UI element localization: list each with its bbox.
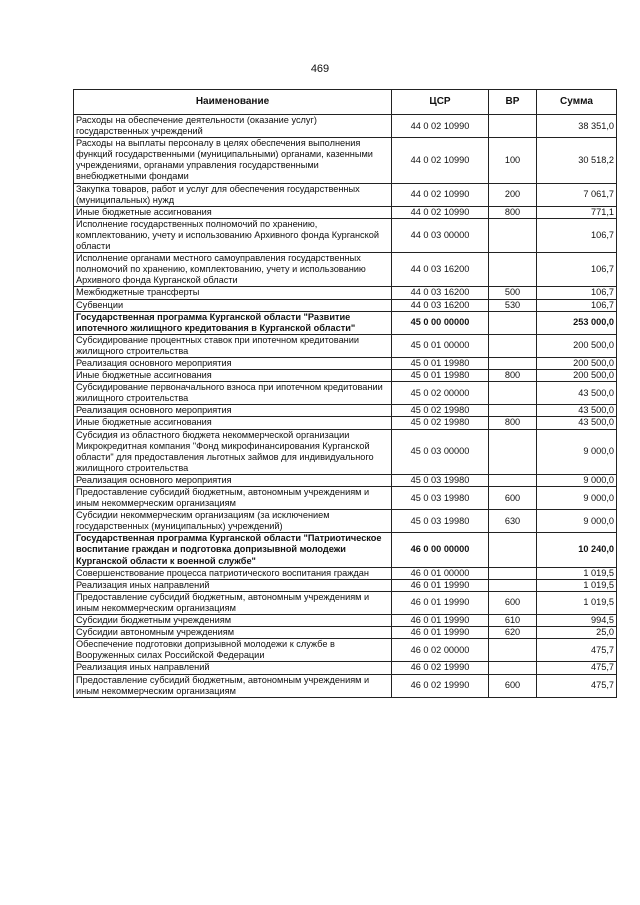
page-number: 469 [310, 63, 330, 75]
cell-name: Межбюджетные трансферты [74, 287, 392, 299]
cell-vr [489, 474, 537, 486]
column-header-sum: Сумма [537, 90, 617, 115]
cell-name: Государственная программа Курганской области "Развитие ипотечного жилищного кредитования в Курганской области" [74, 311, 392, 334]
cell-name: Предоставление субсидий бюджетным, автономным учреждениям и иным некоммерческим организациям [74, 674, 392, 697]
table-row [74, 487, 617, 510]
cell-sum: 475,7 [537, 639, 617, 662]
cell-code: 45 0 02 00000 [392, 382, 489, 405]
cell-vr: 200 [489, 183, 537, 206]
table-row [74, 183, 617, 206]
cell-code: 44 0 03 16200 [392, 299, 489, 311]
cell-sum: 43 500,0 [537, 382, 617, 405]
table-row [74, 299, 617, 311]
cell-sum: 10 240,0 [537, 533, 617, 567]
table-row [74, 674, 617, 697]
cell-code: 45 0 00 00000 [392, 311, 489, 334]
cell-vr: 100 [489, 138, 537, 183]
cell-name: Субсидии некоммерческим организациям (за исключением государственных (муниципальных) учреждений) [74, 510, 392, 533]
cell-sum: 106,7 [537, 299, 617, 311]
cell-sum: 25,0 [537, 627, 617, 639]
cell-name: Совершенствование процесса патриотического воспитания граждан [74, 567, 392, 579]
cell-name: Расходы на выплаты персоналу в целях обеспечения выполнения функций государственными (муниципальными) органами, казенными учреждениями, органами управления государственными внебюджетными фондами [74, 138, 392, 183]
cell-vr [489, 533, 537, 567]
cell-sum: 43 500,0 [537, 405, 617, 417]
cell-code: 46 0 01 19990 [392, 615, 489, 627]
cell-sum: 106,7 [537, 287, 617, 299]
cell-name: Субсидии автономным учреждениям [74, 627, 392, 639]
cell-sum: 9 000,0 [537, 474, 617, 486]
cell-vr [489, 218, 537, 252]
cell-vr: 500 [489, 287, 537, 299]
cell-name: Субсидии бюджетным учреждениям [74, 615, 392, 627]
table-row [74, 382, 617, 405]
cell-sum: 9 000,0 [537, 487, 617, 510]
column-header-code: ЦСР [392, 90, 489, 115]
cell-code: 46 0 02 19990 [392, 674, 489, 697]
cell-code: 46 0 01 19990 [392, 579, 489, 591]
cell-code: 45 0 03 19980 [392, 510, 489, 533]
table-row [74, 662, 617, 674]
cell-vr [489, 429, 537, 474]
cell-vr: 610 [489, 615, 537, 627]
cell-sum: 200 500,0 [537, 334, 617, 357]
cell-name: Иные бюджетные ассигнования [74, 370, 392, 382]
cell-sum: 475,7 [537, 674, 617, 697]
cell-vr [489, 567, 537, 579]
table-row [74, 115, 617, 138]
cell-vr [489, 357, 537, 369]
cell-code: 44 0 03 16200 [392, 287, 489, 299]
cell-sum: 200 500,0 [537, 357, 617, 369]
cell-code: 46 0 01 19990 [392, 591, 489, 614]
cell-name: Исполнение органами местного самоуправления государственных полномочий по хранению, комплектованию, учету и использованию Архивного фонда Курганской области [74, 253, 392, 287]
cell-sum: 253 000,0 [537, 311, 617, 334]
cell-vr [489, 115, 537, 138]
cell-code: 45 0 02 19980 [392, 405, 489, 417]
cell-code: 46 0 01 00000 [392, 567, 489, 579]
cell-sum: 38 351,0 [537, 115, 617, 138]
cell-code: 46 0 00 00000 [392, 533, 489, 567]
cell-sum: 7 061,7 [537, 183, 617, 206]
cell-sum: 30 518,2 [537, 138, 617, 183]
budget-table [73, 89, 617, 698]
table-row [74, 639, 617, 662]
cell-name: Закупка товаров, работ и услуг для обеспечения государственных (муниципальных) нужд [74, 183, 392, 206]
table-row [74, 533, 617, 567]
cell-sum: 1 019,5 [537, 579, 617, 591]
cell-vr: 600 [489, 487, 537, 510]
cell-code: 44 0 02 10990 [392, 138, 489, 183]
cell-vr: 800 [489, 417, 537, 429]
cell-code: 46 0 02 19990 [392, 662, 489, 674]
cell-vr [489, 405, 537, 417]
table-row [74, 138, 617, 183]
cell-name: Реализация основного мероприятия [74, 357, 392, 369]
cell-sum: 200 500,0 [537, 370, 617, 382]
table-row [74, 357, 617, 369]
cell-name: Реализация основного мероприятия [74, 405, 392, 417]
cell-vr [489, 579, 537, 591]
table-header-row [74, 90, 617, 115]
cell-code: 44 0 03 16200 [392, 253, 489, 287]
cell-sum: 106,7 [537, 218, 617, 252]
table-row [74, 417, 617, 429]
cell-code: 44 0 03 00000 [392, 218, 489, 252]
cell-code: 45 0 03 00000 [392, 429, 489, 474]
cell-code: 45 0 01 00000 [392, 334, 489, 357]
cell-vr [489, 253, 537, 287]
cell-vr: 620 [489, 627, 537, 639]
cell-name: Реализация иных направлений [74, 579, 392, 591]
cell-sum: 43 500,0 [537, 417, 617, 429]
cell-vr: 800 [489, 206, 537, 218]
cell-name: Обеспечение подготовки допризывной молодежи к службе в Вооруженных силах Российской Федерации [74, 639, 392, 662]
cell-name: Предоставление субсидий бюджетным, автономным учреждениям и иным некоммерческим организациям [74, 591, 392, 614]
table-row [74, 510, 617, 533]
table-row [74, 627, 617, 639]
table-row [74, 253, 617, 287]
table-row [74, 579, 617, 591]
cell-name: Иные бюджетные ассигнования [74, 206, 392, 218]
cell-sum: 475,7 [537, 662, 617, 674]
cell-sum: 1 019,5 [537, 591, 617, 614]
cell-sum: 106,7 [537, 253, 617, 287]
table-row [74, 206, 617, 218]
cell-vr: 600 [489, 674, 537, 697]
cell-vr [489, 334, 537, 357]
cell-name: Субсидия из областного бюджета некоммерческой организации Микрокредитная компания "Фонд микрофинансирования Курганской области" для предоставления льготных займов для индивидуального жилищного строительства [74, 429, 392, 474]
table-row [74, 474, 617, 486]
cell-code: 44 0 02 10990 [392, 115, 489, 138]
cell-sum: 994,5 [537, 615, 617, 627]
cell-name: Расходы на обеспечение деятельности (оказание услуг) государственных учреждений [74, 115, 392, 138]
table-row [74, 311, 617, 334]
cell-sum: 1 019,5 [537, 567, 617, 579]
cell-name: Исполнение государственных полномочий по хранению, комплектованию, учету и использованию Архивного фонда Курганской области [74, 218, 392, 252]
cell-name: Субсидирование первоначального взноса при ипотечном кредитовании жилищного строительства [74, 382, 392, 405]
cell-vr: 800 [489, 370, 537, 382]
cell-code: 46 0 01 19990 [392, 627, 489, 639]
cell-code: 46 0 02 00000 [392, 639, 489, 662]
table-row [74, 334, 617, 357]
table-row [74, 370, 617, 382]
table-row [74, 615, 617, 627]
cell-sum: 9 000,0 [537, 429, 617, 474]
cell-name: Реализация основного мероприятия [74, 474, 392, 486]
column-header-vr: ВР [489, 90, 537, 115]
cell-name: Государственная программа Курганской области "Патриотическое воспитание граждан и подготовка допризывной молодежи Курганской области к военной службе" [74, 533, 392, 567]
cell-name: Реализация иных направлений [74, 662, 392, 674]
cell-sum: 771,1 [537, 206, 617, 218]
cell-name: Субсидирование процентных ставок при ипотечном кредитовании жилищного строительства [74, 334, 392, 357]
table-row [74, 591, 617, 614]
cell-vr [489, 639, 537, 662]
table-row [74, 429, 617, 474]
cell-vr: 530 [489, 299, 537, 311]
table-row [74, 218, 617, 252]
cell-code: 45 0 03 19980 [392, 474, 489, 486]
cell-code: 45 0 03 19980 [392, 487, 489, 510]
table-row [74, 405, 617, 417]
column-header-name: Наименование [74, 90, 392, 115]
cell-vr: 600 [489, 591, 537, 614]
cell-vr [489, 662, 537, 674]
table-row [74, 567, 617, 579]
table-body [74, 115, 617, 698]
cell-code: 45 0 02 19980 [392, 417, 489, 429]
cell-vr: 630 [489, 510, 537, 533]
cell-name: Предоставление субсидий бюджетным, автономным учреждениям и иным некоммерческим организациям [74, 487, 392, 510]
cell-code: 44 0 02 10990 [392, 183, 489, 206]
cell-vr [489, 382, 537, 405]
cell-sum: 9 000,0 [537, 510, 617, 533]
cell-code: 45 0 01 19980 [392, 370, 489, 382]
table-row [74, 287, 617, 299]
cell-name: Субвенции [74, 299, 392, 311]
cell-code: 44 0 02 10990 [392, 206, 489, 218]
cell-code: 45 0 01 19980 [392, 357, 489, 369]
cell-name: Иные бюджетные ассигнования [74, 417, 392, 429]
cell-vr [489, 311, 537, 334]
